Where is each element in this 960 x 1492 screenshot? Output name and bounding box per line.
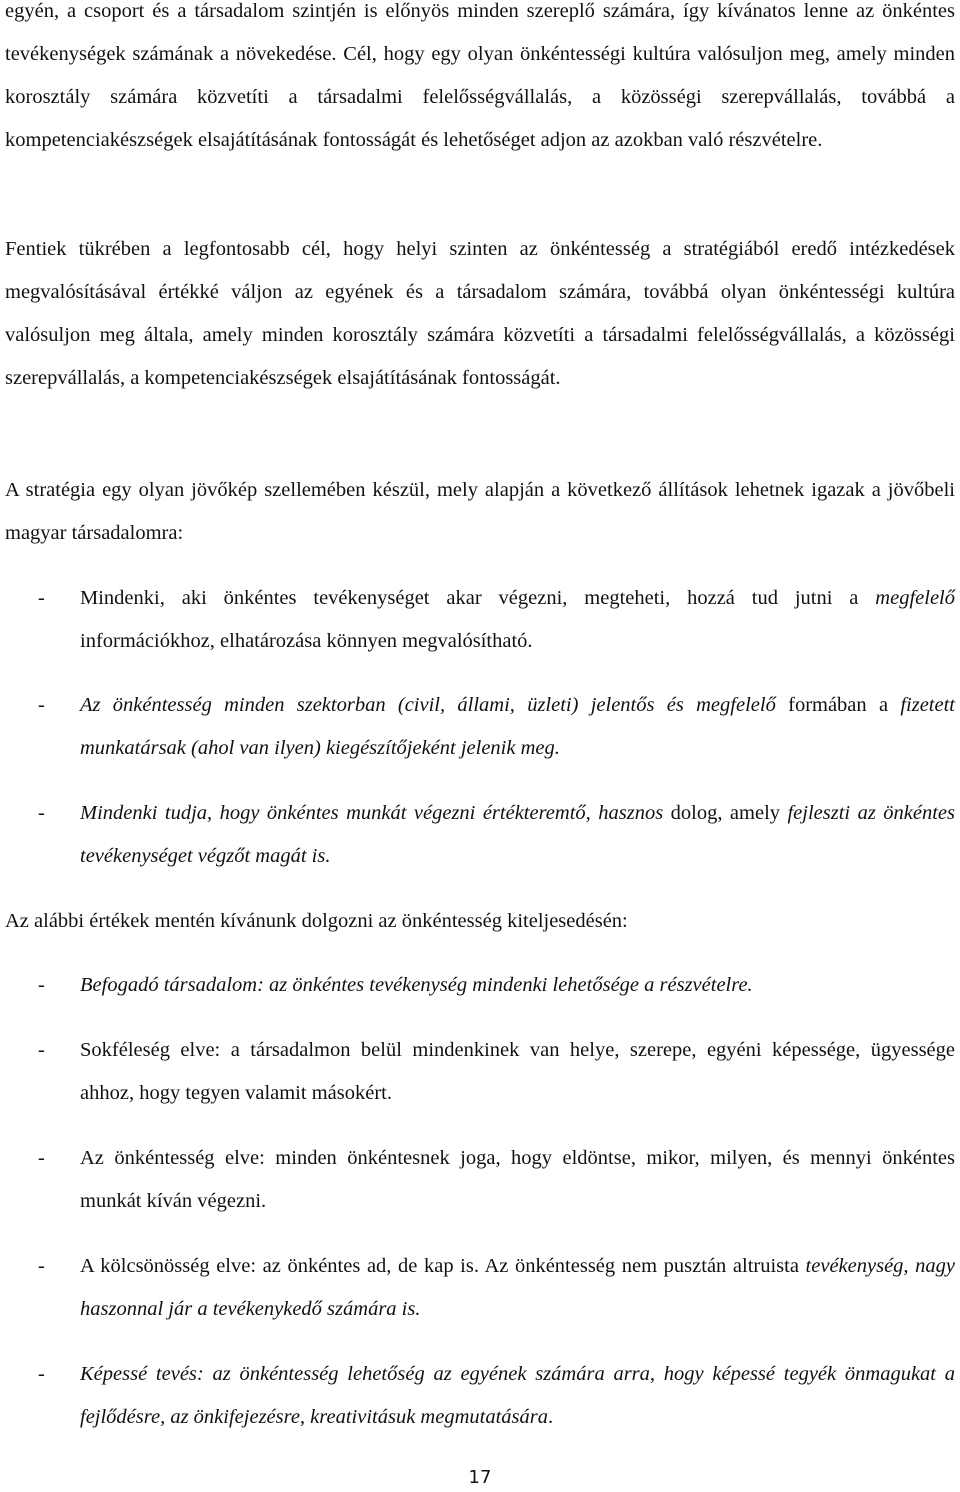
list-text-italic: Befogadó társadalom: az önkéntes tevékenység mindenki lehetősége a részvételre.: [80, 974, 753, 996]
list-text-italic: tegyék önmagukat a fejlődésre, az önkifejezésre, kreativitásuk megmutatására: [80, 1363, 955, 1428]
list-item-value-5: [5, 1353, 955, 1439]
page-number: 17: [468, 1467, 492, 1488]
list-text-italic: megfelelő: [875, 587, 955, 609]
list-text: formában a: [775, 694, 901, 716]
list-text-italic: fizetett munkatársak (ahol van ilyen) kiegészítőjeként jelenik meg.: [80, 694, 955, 759]
paragraph-values-intro: Az alábbi értékek mentén kívánunk dolgozni az önkéntesség kiteljesedésén:: [5, 910, 628, 932]
list-text: A kölcsönösség elve: az önkéntes ad, de kap is. Az önkéntesség nem pusztán altruista: [80, 1255, 806, 1277]
list-text-italic: tevékenység, nagy haszonnal jár a tevékenykedő számára is.: [80, 1255, 955, 1320]
list-text: Sokféleség elve: a társadalmon belül mindenkinek van helye, szerepe, egyéni képessége, ügyessége ahhoz, hogy tegyen valamit másokért.: [80, 1039, 955, 1104]
list-text: .: [548, 1406, 554, 1428]
list-text-italic: Az önkéntesség minden szektorban (civil, állami, üzleti) jelentős és megfelelő: [80, 694, 776, 716]
paragraph-vision-intro: A stratégia egy olyan jövőkép szellemében készül, mely alapján a következő állítások lehetnek igazak a jövőbeli magyar társadalomra:: [5, 479, 955, 544]
list-dash: -: [38, 974, 45, 996]
list-text: Mindenki, aki önkéntes tevékenységet akar végezni, megteheti, hozzá tud jutni a: [80, 587, 876, 609]
list-dash: -: [38, 1255, 45, 1277]
list-dash: -: [38, 1147, 45, 1169]
list-dash: -: [38, 694, 45, 716]
list-text: Az önkéntesség elve: minden önkéntesnek joga, hogy eldöntse, mikor, milyen, és mennyi önkéntes munkát kíván végezni.: [80, 1147, 955, 1212]
paragraph-goal: Fentiek tükrében a legfontosabb cél, hogy helyi szinten az önkéntesség a stratégiából eredő intézkedések megvalósításával értékké váljon az egyének és a társadalom számára, továbbá olyan önkéntességi kultúra valósuljon meg általa, amely minden korosztály számára közvetíti a társadalmi felelősségvállalás, a közösségi szerepvállalás, a kompetenciakészségek elsajátításának fontosságát.: [5, 238, 955, 389]
list-dash: -: [38, 1039, 45, 1061]
list-item-vision-1: [5, 577, 955, 663]
list-item-vision-2: [5, 684, 955, 770]
list-item-value-1: [5, 964, 955, 1007]
list-item-vision-3: [5, 792, 955, 878]
list-dash: -: [38, 1363, 45, 1385]
list-text-italic: fejleszti az önkéntes tevékenységet végzőt magát is.: [80, 802, 955, 867]
list-text-italic: Mindenki tudja, hogy önkéntes munkát végezni értékteremtő, hasznos: [80, 802, 664, 824]
list-item-value-4: [5, 1245, 955, 1331]
list-text: információkhoz, elhatározása könnyen megvalósítható.: [80, 630, 533, 652]
list-text: dolog, amely: [663, 802, 788, 824]
list-text-italic: Képessé tevés: az önkéntesség lehetőség az egyének számára arra, hogy képessé: [80, 1363, 784, 1385]
paragraph-intro: egyén, a csoport és a társadalom szintjén is előnyös minden szereplő számára, így kívánatos lenne az önkéntes tevékenységek számának a növekedése. Cél, hogy egy olyan önkéntességi kultúra valósuljon meg, amely minden korosztály számára közvetíti a társadalmi felelősségvállalás, a közösségi szerepvállalás, továbbá a kompetenciakészségek elsajátításának fontosságát és lehetőséget adjon az azokban való részvételre.: [5, 0, 955, 151]
list-dash: -: [38, 587, 45, 609]
list-item-value-2: [5, 1029, 955, 1115]
list-item-value-3: [5, 1137, 955, 1223]
list-dash: -: [38, 802, 45, 824]
